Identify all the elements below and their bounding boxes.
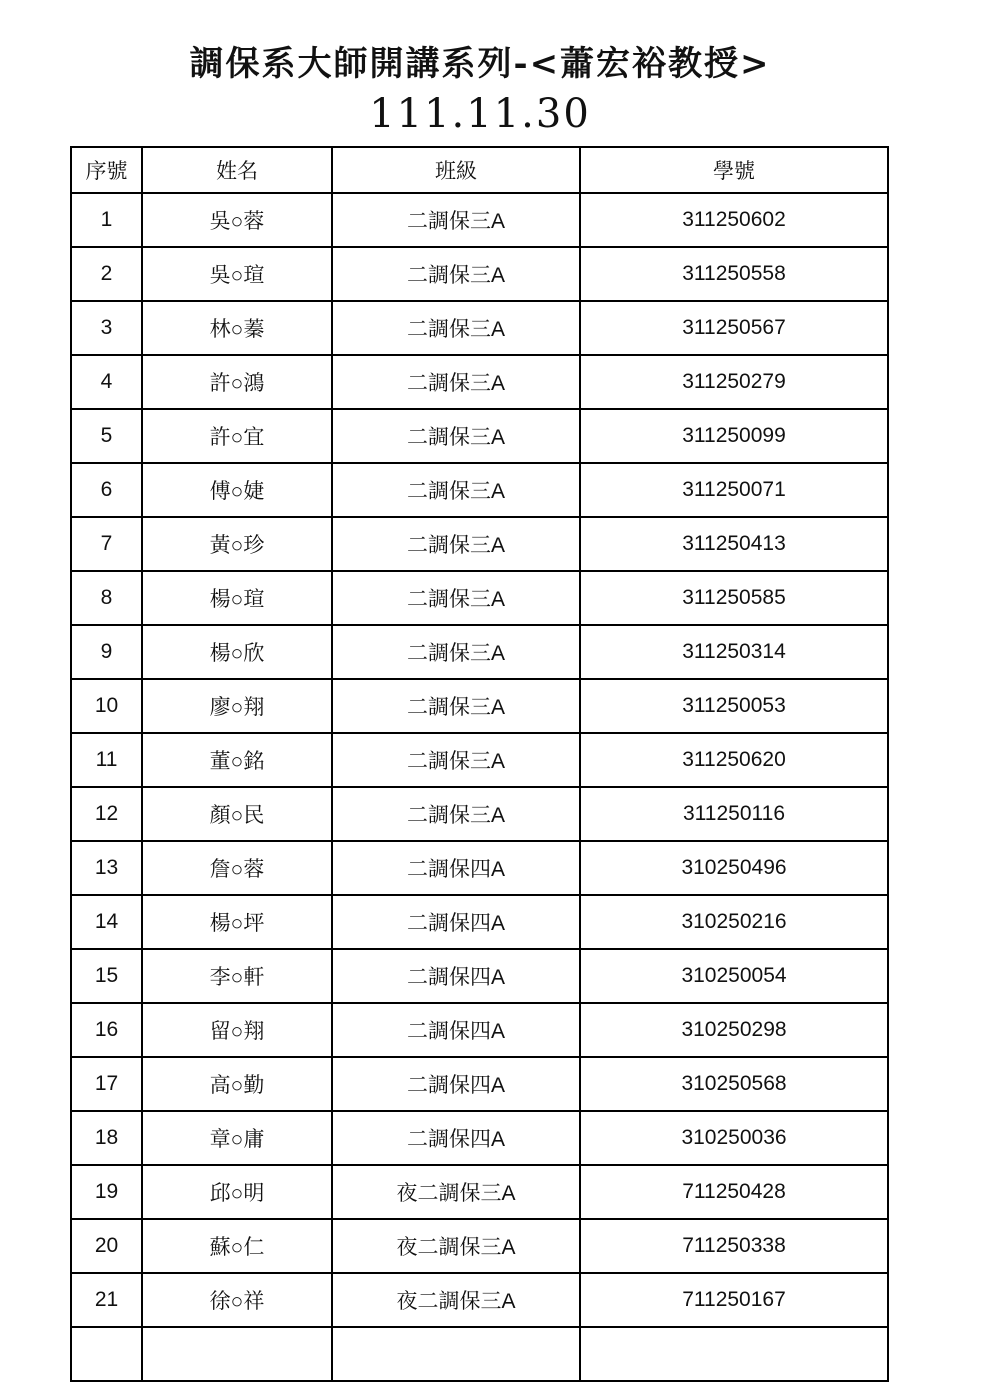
cell-class: 二調保四A	[332, 895, 580, 949]
header-student-id: 學號	[580, 147, 888, 193]
cell-seq: 4	[71, 355, 142, 409]
cell-seq: 6	[71, 463, 142, 517]
cell-class: 夜二調保三A	[332, 1165, 580, 1219]
cell-name: 楊○坪	[142, 895, 332, 949]
table-row	[71, 1057, 888, 1111]
cell-name: 邱○明	[142, 1165, 332, 1219]
cell-seq: 3	[71, 301, 142, 355]
table-row	[71, 1003, 888, 1057]
document-date: 111.11.30	[369, 91, 591, 137]
cell-student-id: 711250167	[580, 1273, 888, 1327]
table-row	[71, 355, 888, 409]
cell-class: 二調保三A	[332, 409, 580, 463]
cell-class: 二調保四A	[332, 1111, 580, 1165]
cell-student-id: 311250413	[580, 517, 888, 571]
cell-seq: 1	[71, 193, 142, 247]
cell-student-id: 311250279	[580, 355, 888, 409]
cell-seq: 2	[71, 247, 142, 301]
cell-seq: 17	[71, 1057, 142, 1111]
cell-student-id: 311250071	[580, 463, 888, 517]
table-row	[71, 1327, 888, 1381]
cell-class: 夜二調保三A	[332, 1219, 580, 1273]
cell-seq: 9	[71, 625, 142, 679]
cell-class: 二調保三A	[332, 193, 580, 247]
cell-name: 蘇○仁	[142, 1219, 332, 1273]
table-header-row	[71, 147, 888, 193]
cell-seq: 15	[71, 949, 142, 1003]
cell-class: 二調保四A	[332, 949, 580, 1003]
cell-class: 二調保三A	[332, 301, 580, 355]
cell-student-id: 311250558	[580, 247, 888, 301]
cell-seq: 8	[71, 571, 142, 625]
table-row	[71, 949, 888, 1003]
cell-name: 李○軒	[142, 949, 332, 1003]
cell-seq: 11	[71, 733, 142, 787]
cell-class: 二調保三A	[332, 355, 580, 409]
table-row	[71, 895, 888, 949]
table-row	[71, 625, 888, 679]
table-row	[71, 247, 888, 301]
cell-name: 吳○蓉	[142, 193, 332, 247]
cell-student-id: 711250338	[580, 1219, 888, 1273]
cell-seq: 21	[71, 1273, 142, 1327]
document-title: 調保系大師開講系列-<蕭宏裕教授>	[189, 44, 771, 84]
cell-name: 詹○蓉	[142, 841, 332, 895]
cell-seq: 12	[71, 787, 142, 841]
cell-class: 二調保三A	[332, 571, 580, 625]
cell-name	[142, 1327, 332, 1381]
cell-name: 黃○珍	[142, 517, 332, 571]
cell-name: 徐○祥	[142, 1273, 332, 1327]
table-row	[71, 517, 888, 571]
cell-student-id	[580, 1327, 888, 1381]
cell-student-id: 311250585	[580, 571, 888, 625]
cell-seq: 13	[71, 841, 142, 895]
cell-class	[332, 1327, 580, 1381]
cell-student-id: 310250298	[580, 1003, 888, 1057]
cell-class: 二調保三A	[332, 787, 580, 841]
table-row	[71, 1219, 888, 1273]
table-row	[71, 1165, 888, 1219]
table-row	[71, 463, 888, 517]
header-seq: 序號	[71, 147, 142, 193]
cell-class: 二調保四A	[332, 1003, 580, 1057]
cell-name: 許○鴻	[142, 355, 332, 409]
cell-name: 董○銘	[142, 733, 332, 787]
cell-student-id: 311250602	[580, 193, 888, 247]
cell-seq: 5	[71, 409, 142, 463]
table-row	[71, 301, 888, 355]
cell-student-id: 311250567	[580, 301, 888, 355]
table-row	[71, 733, 888, 787]
table-body	[71, 193, 888, 1381]
cell-seq	[71, 1327, 142, 1381]
cell-student-id: 311250314	[580, 625, 888, 679]
cell-name: 高○勤	[142, 1057, 332, 1111]
header-name: 姓名	[142, 147, 332, 193]
cell-class: 二調保三A	[332, 625, 580, 679]
cell-name: 許○宜	[142, 409, 332, 463]
cell-student-id: 311250116	[580, 787, 888, 841]
cell-student-id: 311250099	[580, 409, 888, 463]
table-row	[71, 193, 888, 247]
table-row	[71, 787, 888, 841]
cell-seq: 20	[71, 1219, 142, 1273]
cell-seq: 19	[71, 1165, 142, 1219]
table-row	[71, 571, 888, 625]
cell-name: 廖○翔	[142, 679, 332, 733]
cell-name: 楊○欣	[142, 625, 332, 679]
table-row	[71, 1111, 888, 1165]
cell-student-id: 310250568	[580, 1057, 888, 1111]
cell-class: 二調保三A	[332, 247, 580, 301]
cell-class: 二調保三A	[332, 679, 580, 733]
cell-seq: 14	[71, 895, 142, 949]
cell-student-id: 310250036	[580, 1111, 888, 1165]
cell-name: 楊○瑄	[142, 571, 332, 625]
cell-student-id: 310250496	[580, 841, 888, 895]
cell-class: 夜二調保三A	[332, 1273, 580, 1327]
cell-seq: 18	[71, 1111, 142, 1165]
table-row	[71, 841, 888, 895]
table-row	[71, 409, 888, 463]
cell-student-id: 711250428	[580, 1165, 888, 1219]
cell-name: 吳○瑄	[142, 247, 332, 301]
cell-student-id: 311250620	[580, 733, 888, 787]
cell-seq: 10	[71, 679, 142, 733]
cell-seq: 16	[71, 1003, 142, 1057]
cell-class: 二調保四A	[332, 1057, 580, 1111]
attendance-table	[70, 146, 889, 1382]
cell-class: 二調保三A	[332, 733, 580, 787]
cell-class: 二調保四A	[332, 841, 580, 895]
cell-student-id: 311250053	[580, 679, 888, 733]
cell-seq: 7	[71, 517, 142, 571]
cell-student-id: 310250216	[580, 895, 888, 949]
cell-name: 留○翔	[142, 1003, 332, 1057]
table-row	[71, 679, 888, 733]
cell-name: 傅○婕	[142, 463, 332, 517]
cell-class: 二調保三A	[332, 517, 580, 571]
cell-class: 二調保三A	[332, 463, 580, 517]
cell-student-id: 310250054	[580, 949, 888, 1003]
table-row	[71, 1273, 888, 1327]
cell-name: 顏○民	[142, 787, 332, 841]
cell-name: 章○庸	[142, 1111, 332, 1165]
header-class: 班級	[332, 147, 580, 193]
cell-name: 林○蓁	[142, 301, 332, 355]
